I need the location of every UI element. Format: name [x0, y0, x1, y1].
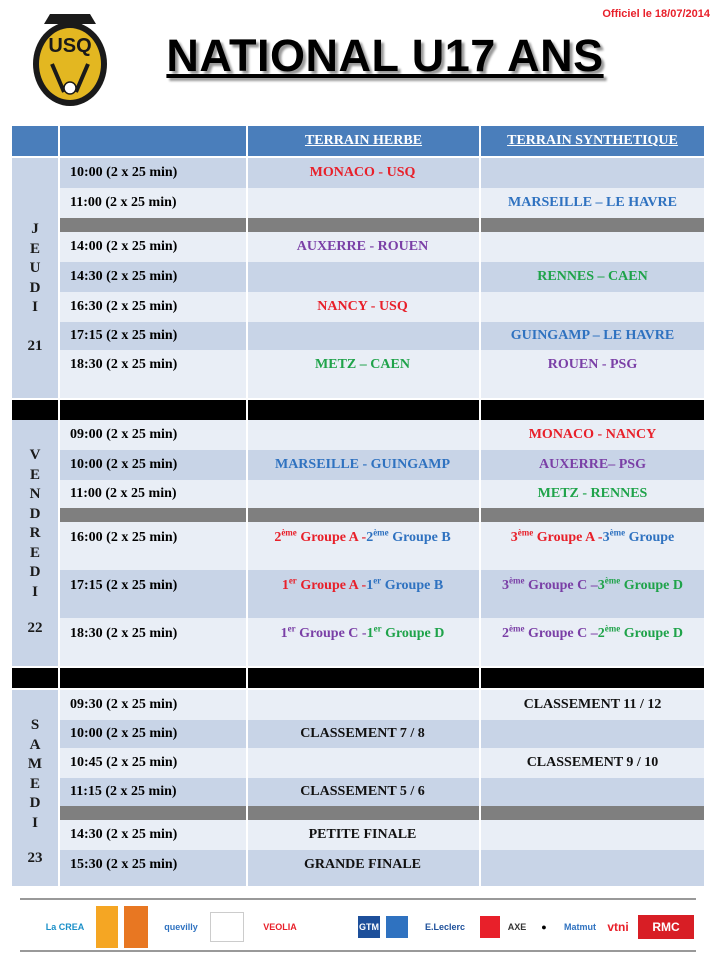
group-a: 3ème Groupe A -: [510, 527, 603, 545]
table-row: [60, 690, 704, 720]
svg-text:USQ: USQ: [48, 35, 92, 57]
match-synthetique: RENNES – CAEN: [537, 269, 648, 284]
day-label: S A M E D I: [27, 717, 43, 831]
header-terrain-synthetique: TERRAIN SYNTHETIQUE: [507, 133, 678, 148]
match-synthetique: MONACO - NANCY: [528, 427, 657, 442]
match-time: 15:30 (2 x 25 min): [70, 857, 178, 872]
match-herbe: PETITE FINALE: [308, 827, 417, 842]
match-synthetique: [481, 158, 704, 188]
match-herbe: CLASSEMENT 7 / 8: [300, 726, 425, 741]
sponsor-logo: AXE: [507, 922, 527, 932]
match-synthetique: ROUEN - PSG: [547, 357, 638, 372]
sponsor-logo: [386, 916, 408, 938]
match-herbe: CLASSEMENT 5 / 6: [300, 784, 425, 799]
header-terrain-herbe: TERRAIN HERBE: [304, 133, 423, 148]
match-synthetique: [481, 292, 704, 322]
match-synthetique: [481, 850, 704, 880]
match-synthetique: GUINGAMP – LE HAVRE: [510, 328, 675, 343]
match-time: 14:00 (2 x 25 min): [70, 239, 178, 254]
match-herbe: [246, 188, 479, 218]
match-time: 10:45 (2 x 25 min): [70, 755, 178, 770]
group-b: 1er Groupe B: [366, 575, 444, 593]
match-time: 14:30 (2 x 25 min): [70, 269, 178, 284]
club-logo: [30, 8, 110, 108]
sponsor-logo: vtni: [607, 920, 629, 934]
sponsor-logo: La CREA: [45, 922, 85, 932]
table-row: [60, 748, 704, 778]
group-a: 1er Groupe A -: [281, 575, 367, 593]
match-synthetique: [481, 778, 704, 806]
match-herbe: [246, 420, 479, 450]
day-label: J E U D I: [29, 221, 41, 315]
match-time: 17:15 (2 x 25 min): [70, 578, 178, 593]
match-synthetique: MARSEILLE – LE HAVRE: [508, 195, 677, 210]
group-b: 2ème Groupe B: [366, 527, 451, 545]
day-number: 21: [27, 338, 43, 354]
sponsor-logo: [210, 912, 244, 942]
match-herbe: MONACO - USQ: [309, 165, 416, 180]
day-number: 23: [27, 850, 43, 866]
table-row: [60, 350, 704, 398]
group-a: 2ème Groupe A -: [274, 527, 367, 545]
match-time: 14:30 (2 x 25 min): [70, 827, 178, 842]
table-row: [60, 618, 704, 666]
match-synthetique: [481, 522, 704, 554]
match-time: 17:15 (2 x 25 min): [70, 328, 178, 343]
match-herbe: NANCY - USQ: [317, 299, 408, 314]
day-samedi: [12, 690, 58, 886]
table-row: [60, 292, 704, 322]
table-row: [60, 720, 704, 748]
sponsor-strip: [40, 906, 700, 948]
column-divider: [58, 158, 60, 886]
page-title: NATIONAL U17 ANS: [166, 30, 604, 81]
match-herbe: GRANDE FINALE: [303, 857, 422, 872]
match-time: 09:00 (2 x 25 min): [70, 427, 178, 442]
table-row: [60, 322, 704, 350]
match-herbe: [246, 262, 479, 292]
match-herbe: [246, 748, 479, 778]
table-row: [60, 850, 704, 886]
column-divider: [246, 158, 248, 886]
match-synthetique: METZ - RENNES: [537, 486, 648, 501]
day-label: V E N D R E D I: [29, 447, 41, 600]
separator-band: [60, 218, 704, 232]
match-time: 18:30 (2 x 25 min): [70, 626, 178, 641]
sponsor-logo: [96, 906, 118, 948]
match-herbe: [246, 480, 479, 508]
match-synthetique: [481, 720, 704, 748]
group-a: 2ème Groupe C –: [502, 623, 598, 641]
official-date: Officiel le 18/07/2014: [602, 8, 710, 20]
sponsor-logo: [316, 906, 352, 948]
column-divider: [479, 158, 481, 886]
sponsor-logo: ●: [541, 922, 547, 932]
match-synthetique: [481, 618, 704, 650]
match-time: 16:00 (2 x 25 min): [70, 530, 178, 545]
group-b: 1er Groupe D: [366, 623, 445, 641]
day-jeudi: [12, 158, 58, 398]
table-row: [60, 820, 704, 850]
match-time: 09:30 (2 x 25 min): [70, 697, 178, 712]
match-time: 11:00 (2 x 25 min): [70, 486, 177, 501]
table-row: [60, 158, 704, 188]
group-b: 3ème Groupe: [602, 527, 675, 545]
match-time: 10:00 (2 x 25 min): [70, 457, 178, 472]
sponsor-logo: [124, 906, 148, 948]
day-vendredi: [12, 420, 58, 666]
table-row: [60, 262, 704, 292]
sponsor-logo: [480, 916, 500, 938]
group-b: 2ème Groupe D: [597, 623, 683, 641]
footer-divider: [20, 898, 696, 900]
sponsor-logo: GTM: [358, 916, 380, 938]
match-synthetique: CLASSEMENT 9 / 10: [526, 755, 659, 770]
day-separator: [12, 400, 704, 420]
match-herbe: AUXERRE - ROUEN: [296, 239, 429, 254]
match-herbe: [246, 322, 479, 350]
sponsor-logo: RMC: [638, 915, 694, 939]
day-number: 22: [27, 620, 43, 636]
match-herbe: [246, 570, 479, 602]
group-a: 1er Groupe C -: [280, 623, 367, 641]
table-row: [60, 778, 704, 806]
sponsor-logo: quevilly: [164, 922, 198, 932]
match-time: 11:15 (2 x 25 min): [70, 784, 177, 799]
table-header: [12, 126, 704, 156]
group-b: 3ème Groupe D: [597, 575, 683, 593]
separator-band: [60, 508, 704, 522]
table-row: [60, 480, 704, 508]
match-synthetique: [481, 570, 704, 602]
match-time: 10:00 (2 x 25 min): [70, 165, 178, 180]
table-row: [60, 188, 704, 218]
match-herbe: [246, 690, 479, 720]
separator-band: [60, 806, 704, 820]
match-time: 18:30 (2 x 25 min): [70, 357, 178, 372]
match-herbe: MARSEILLE - GUINGAMP: [274, 457, 450, 472]
table-row: [60, 232, 704, 262]
match-synthetique: CLASSEMENT 11 / 12: [523, 697, 662, 712]
footer-divider: [20, 950, 696, 952]
match-herbe: METZ – CAEN: [315, 357, 410, 372]
table-row: [60, 450, 704, 480]
table-row: [60, 420, 704, 450]
match-synthetique: AUXERRE– PSG: [539, 457, 646, 472]
table-row: [60, 522, 704, 570]
match-time: 11:00 (2 x 25 min): [70, 195, 177, 210]
group-a: 3ème Groupe C –: [502, 575, 598, 593]
match-herbe: [246, 618, 479, 650]
sponsor-logo: E.Leclerc: [424, 922, 466, 932]
match-time: 16:30 (2 x 25 min): [70, 299, 178, 314]
sponsor-logo: Matmut: [564, 922, 596, 932]
match-synthetique: [481, 820, 704, 850]
match-time: 10:00 (2 x 25 min): [70, 726, 178, 741]
table-row: [60, 570, 704, 618]
match-synthetique: [481, 232, 704, 262]
day-separator: [12, 668, 704, 688]
sponsor-logo: VEOLIA: [263, 922, 297, 932]
match-herbe: [246, 522, 479, 554]
